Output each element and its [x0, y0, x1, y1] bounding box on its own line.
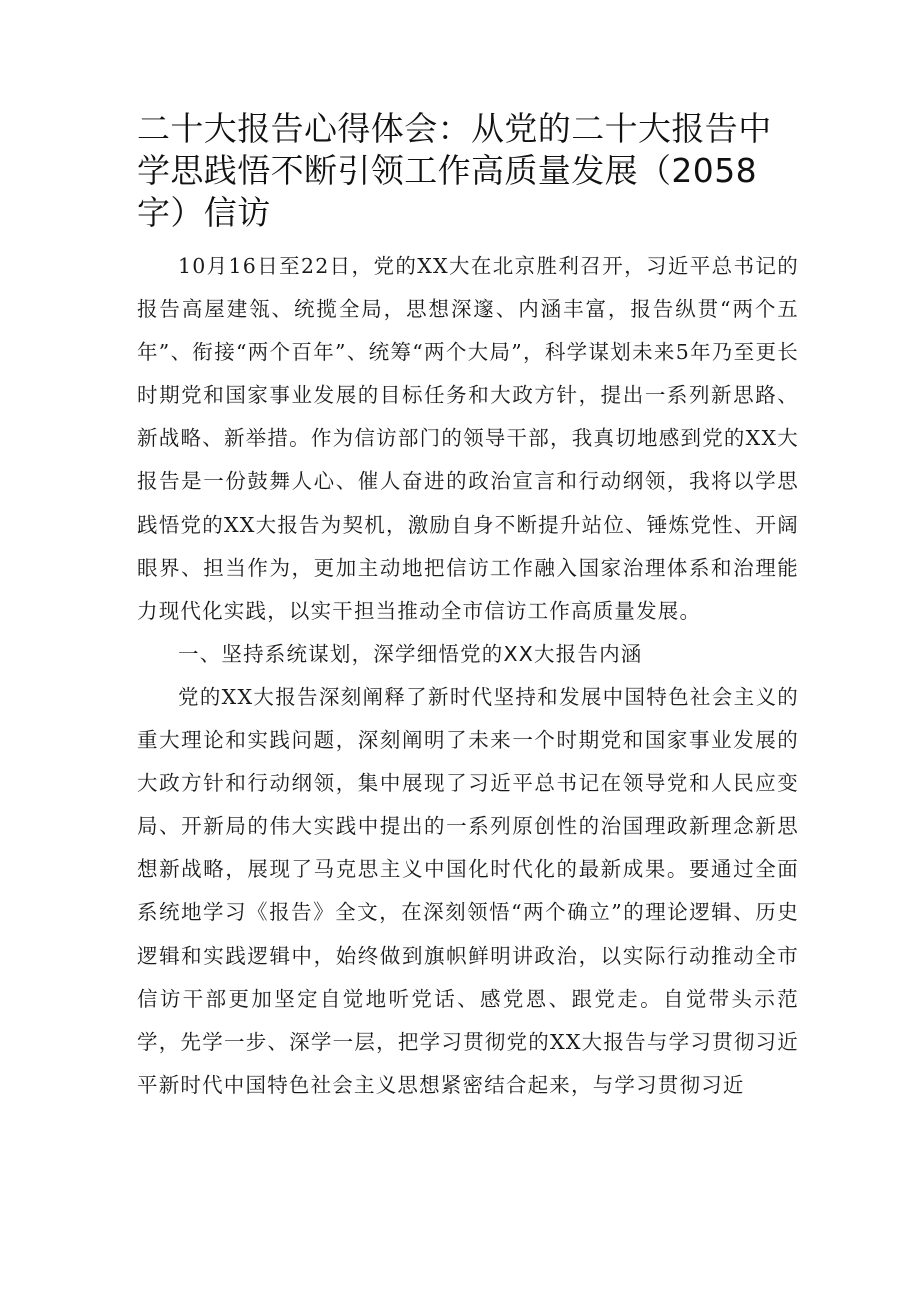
intro-paragraph: 10月16日至22日，党的XX大在北京胜利召开，习近平总书记的报告高屋建瓴、统揽全局，思想深邃、内涵丰富，报告纵贯“两个五年”、衔接“两个百年”、统筹“两个大局”，科学谋划未来5年乃至更长时期党和国家事业发展的目标任务和大政方针，提出一系列新思路、新战略、新举措。作为信访部门的领导干部，我真切地感到党的XX大报告是一份鼓舞人心、催人奋进的政治宣言和行动纲领，我将以学思践悟党的XX大报告为契机，激励自身不断提升站位、锤炼党性、开阔眼界、担当作为，更加主动地把信访工作融入国家治理体系和治理能力现代化实践，以实干担当推动全市信访工作高质量发展。 — [137, 254, 799, 623]
document-body — [137, 245, 799, 1107]
document-title: 二十大报告心得体会：从党的二十大报告中学思践悟不断引领工作高质量发展（2058字）信访 — [137, 109, 772, 232]
section-heading: 一、坚持系统谋划，深学细悟党的XX大报告内涵 — [178, 641, 643, 666]
body-paragraph: 党的XX大报告深刻阐释了新时代坚持和发展中国特色社会主义的重大理论和实践问题，深刻阐明了未来一个时期党和国家事业发展的大政方针和行动纲领，集中展现了习近平总书记在领导党和人民应变局、开新局的伟大实践中提出的一系列原创性的治国理政新理念新思想新战略，展现了马克思主义中国化时代化的最新成果。要通过全面系统地学习《报告》全文，在深刻领悟“两个确立”的理论逻辑、历史逻辑和实践逻辑中，始终做到旗帜鲜明讲政治，以实际行动推动全市信访干部更加坚定自觉地听党话、感党恩、跟党走。自觉带头示范学，先学一步、深学一层，把学习贯彻党的XX大报告与学习贯彻习近平新时代中国特色社会主义思想紧密结合起来，与学习贯彻习近 — [137, 684, 799, 1097]
